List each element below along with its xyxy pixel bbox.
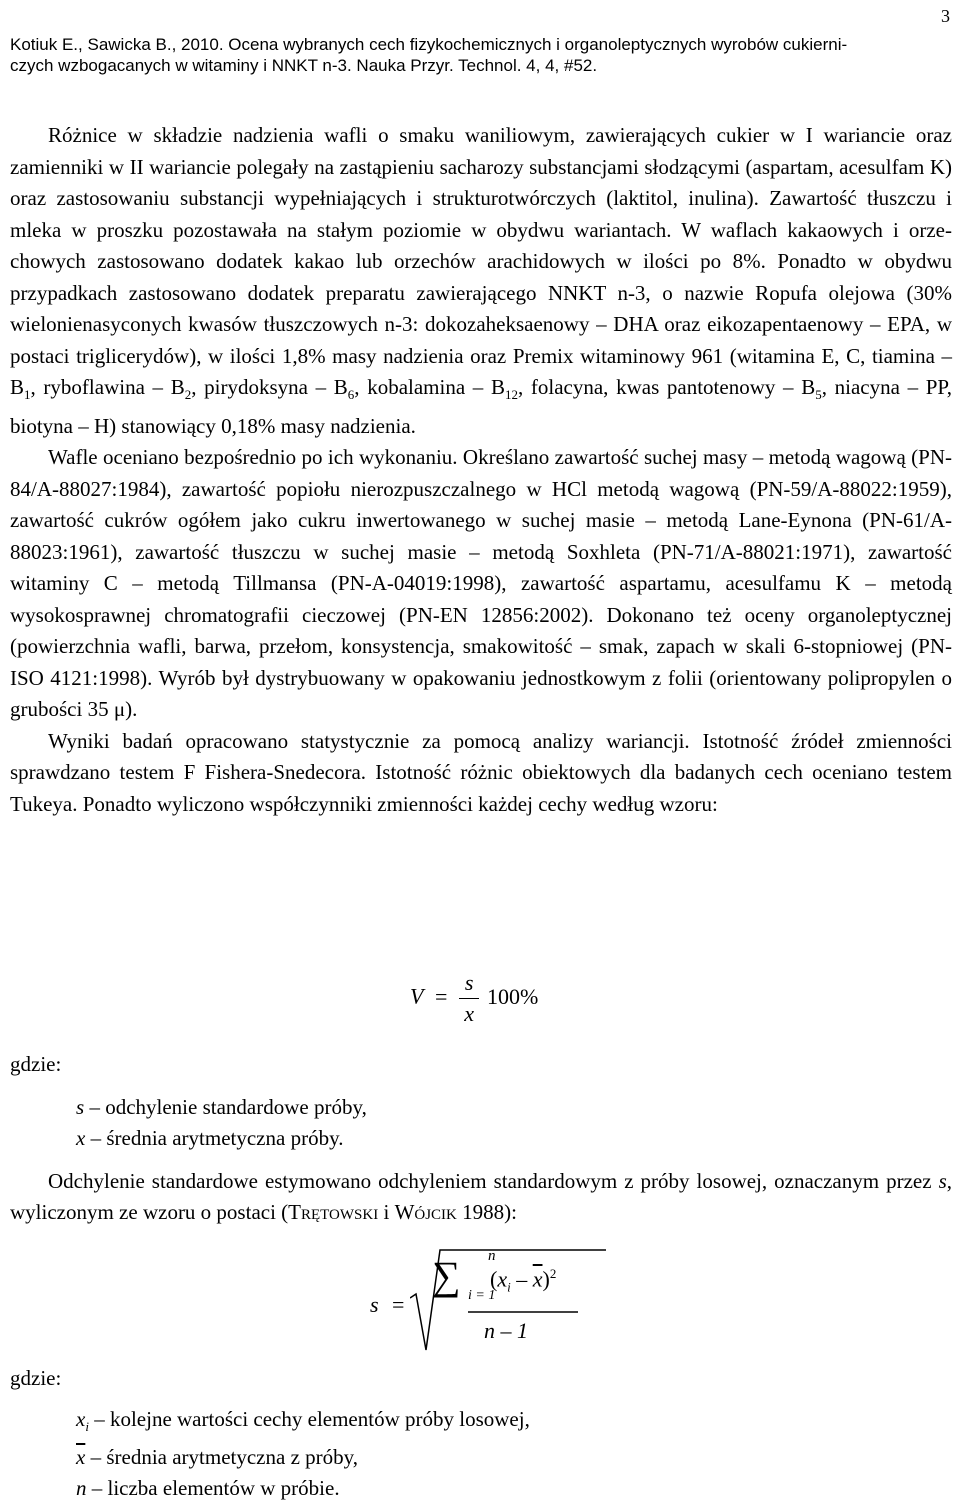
paragraph-methods: Wafle oceniano bezpośrednio po ich wykonaniu. Określano zawartość suchej masy – metodą wagową (PN-84/A-88027:1984), zawartość popiołu nierozpuszczalnego w HCl metodą wagową (PN-59/A-88022:1959), zawartość cukrów ogółem jako cukru inwertowanego w suchej masie – metodą Lane-Eynona (PN-61/A-88023:1961), zawartość tłuszczu w suchej masie – metodą Soxhleta (PN-71/A-88021:1971), zawartość witaminy C – metodą Tillmansa (PN-A-04019:1998), zawartość aspartamu, acesulfamu K – metodą wysokosprawnej chromatografii cieczowej (PN-EN 12856:2002). Dokonano też oceny organoleptycznej (powierzchnia wafli, barwa, przełom, konsystencja, smakowitość – smak, zapach w skali 6-stopniowej (PN-ISO 4121:1998). Wyrób był dystrybuowany w opakowaniu jednostkowym z folii (orientowany polipropylen o grubości 35 μ). [10, 445, 952, 722]
formula-standard-deviation [370, 1246, 610, 1356]
paragraph-statistics: Wyniki badań opracowano statystycznie za pomocą analizy wariancji. Istotność źródeł zmienności sprawdzano testem F Fishera-Snedecora. Istotność różnic obiektowych dla badanych cech oceniano testem Tukeya. Ponadto wyliczono współczynniki zmienności każdej cechy według wzoru: [10, 728, 952, 816]
citation-line-2: czych wzbogacanych w witaminy i NNKT n-3. Nauka Przyr. Technol. 4, 4, #52. [10, 56, 598, 75]
formula2-denominator: n – 1 [484, 1318, 528, 1343]
where-label-2: gdzie: [10, 1366, 62, 1390]
paragraph-standard-deviation: Odchylenie standardowe estymowano odchyleniem standardowym z próby losowej, oznaczanym przez s, wyliczonym ze wzoru o postaci (Trętowski i Wójcik 1988): [10, 1169, 952, 1224]
formula2-sum-top: n [488, 1248, 496, 1264]
formula2-lhs: s [370, 1292, 379, 1317]
formula1-lhs: V [410, 983, 424, 1009]
page-number: 3 [941, 6, 950, 26]
paragraph-composition: Różnice w składzie nadzienia wafli o smaku waniliowym, zawierających cukier w I wariancie oraz zamienniki w II wariancie polegały na zastąpieniu sacharozy substancjami słodzącymi (aspartam, acesulfam K) oraz zastosowaniu substancji wypełniających i strukturotwórczych (laktitol, inulina). Zawartość tłuszczu i mleka w proszku pozostawała na stałym poziomie w obydwu wariantach. W waflach kakaowych i orzechowych zastosowano dodatek kakao lub orzechów arachidowych w ilości po 8%. Ponadto w obydwu przypadkach zastosowano dodatek preparatu zawierającego NNKT n-3, o nazwie Ropufa olejowa (30% wielonienasyconych kwasów tłuszczowych n-3: dokozaheksaenowy – DHA oraz eikozapentaenowy – EPA, w postaci triglicerydów), w ilości 1,8% masy nadzienia oraz Premix witaminowy 961 (witamina E, C, tiamina – $B_1$, ryboflawina – $B_2$, pirydoksyna – $B_6$, kobalamina – $B_{12}$, folacyna, kwas pantotenowy – $B_5$, niacyna – PP, biotyna – H) stanowiący 0,18% masy nadzienia. [10, 123, 953, 438]
formula2-term: $(x_i - \overline{x})^2$ [490, 1266, 557, 1295]
definition-xi: $x_i$ – kolejne wartości cechy elementów próby losowej, [76, 1407, 530, 1435]
citation-line-1: Kotiuk E., Sawicka B., 2010. Ocena wybranych cech fizykochemicznych i organoleptycznych wyrobów cukierni- [10, 35, 848, 54]
definition-xbar: $\overline{x}$ – średnia arytmetyczna z próby, [76, 1445, 359, 1470]
citation-header [10, 34, 910, 76]
formula1-equals: = [434, 983, 448, 1009]
definition-s: s – odchylenie standardowe próby, [76, 1095, 367, 1119]
definitions-1 [76, 1092, 367, 1154]
where-label-1: gdzie: [10, 1052, 62, 1076]
definition-n: n – liczba elementów w próbie. [76, 1476, 340, 1501]
definition-x: x – średnia arytmetyczna próby. [76, 1126, 344, 1150]
formula1-numerator: s [459, 968, 480, 999]
body-text [10, 120, 952, 820]
formula1-denominator: x [464, 1001, 475, 1026]
definitions-2 [76, 1404, 530, 1504]
formula-coefficient-of-variation [410, 968, 538, 1029]
formula1-rhs: 100% [486, 983, 539, 1009]
formula2-equals: = [392, 1292, 405, 1317]
formula1-fraction [459, 968, 480, 1029]
sigma-icon: ∑ [432, 1253, 461, 1298]
formula2-sum-bottom: i = 1 [468, 1288, 496, 1303]
